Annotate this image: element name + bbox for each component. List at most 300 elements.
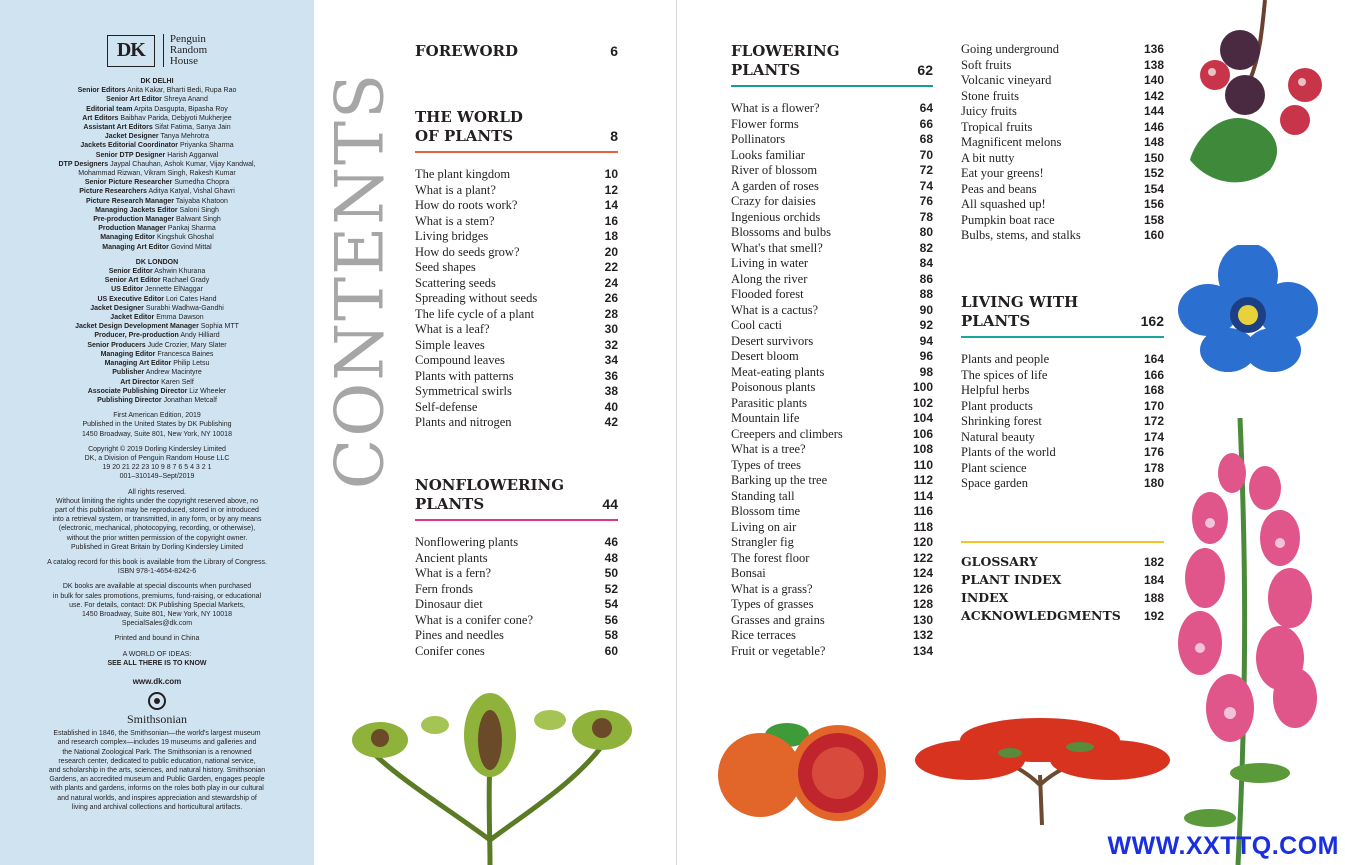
toc-entry-page: 12 <box>604 182 618 197</box>
toc-entry-title: Meat-eating plants <box>731 364 825 379</box>
toc-entry-title: Nonflowering plants <box>415 535 519 549</box>
credit-role: Senior Producers <box>87 341 146 349</box>
toc-entry[interactable] <box>731 101 933 117</box>
toc-entry[interactable] <box>961 414 1164 430</box>
toc-entry-title: What is a leaf? <box>415 322 490 336</box>
credit-line <box>0 132 314 141</box>
credit-name: Liz Wheeler <box>189 387 227 395</box>
toc-entry-title: Tropical fruits <box>961 119 1033 134</box>
toc-entry[interactable] <box>961 58 1164 74</box>
toc-entry-page: 38 <box>604 384 618 398</box>
toc-entry-page: 158 <box>1143 212 1164 227</box>
credit-role: Jacket Designer <box>104 133 159 141</box>
credit-line <box>0 350 314 359</box>
toc-entry[interactable] <box>731 179 933 195</box>
credit-line <box>0 197 314 206</box>
living-list <box>961 352 1164 492</box>
toc-entry-page: 148 <box>1143 135 1164 149</box>
toc-entry[interactable] <box>415 535 618 551</box>
catalog-line: ISBN 978-1-4654-8242-6 <box>117 568 197 576</box>
smithsonian-line: Established in 1846, the Smithsonian—the world's largest museum <box>53 730 261 738</box>
toc-entry-title: Desert survivors <box>731 333 814 348</box>
credit-name: Kingshuk Ghoshal <box>156 234 214 242</box>
toc-entry-title: Rice terraces <box>731 628 796 642</box>
toc-entry-title: GLOSSARY <box>961 554 1038 569</box>
toc-entry[interactable] <box>731 566 933 582</box>
world-of-plants-heading[interactable]: THE WORLD OF PLANTS 8 <box>415 108 618 145</box>
toc-entry[interactable] <box>731 411 933 427</box>
credit-name: Lori Cates Hand <box>165 295 217 303</box>
toc-entry-page: 72 <box>919 163 933 177</box>
toc-entry[interactable] <box>415 229 618 245</box>
toc-entry-title: Pumpkin boat race <box>961 212 1055 227</box>
credit-line <box>0 187 314 196</box>
catalog-notice <box>0 558 314 576</box>
toc-entry[interactable] <box>731 334 933 350</box>
credit-role: Art Director <box>120 378 160 386</box>
toc-entry-page: 106 <box>912 426 933 441</box>
toc-entry-title: Compound leaves <box>415 353 505 367</box>
credit-role: Publisher <box>112 369 145 377</box>
toc-entry-page: 90 <box>919 302 933 317</box>
toc-entry[interactable] <box>961 73 1164 89</box>
toc-entry-page: 34 <box>604 353 618 367</box>
toc-entry-title: Simple leaves <box>415 337 485 352</box>
page-spine <box>676 0 677 865</box>
toc-entry-title: Parasitic plants <box>731 395 808 410</box>
toc-entry-page: 180 <box>1143 476 1164 490</box>
toc-entry-title: What is a conifer cone? <box>415 612 533 627</box>
toc-entry-page: 104 <box>912 411 933 425</box>
toc-entry-page: 182 <box>1143 555 1164 569</box>
toc-entry-page: 112 <box>913 473 933 487</box>
credit-role: Art Editors <box>82 114 119 122</box>
toc-entry-title: How do roots work? <box>415 198 518 212</box>
toc-entry-title: Space garden <box>961 476 1028 490</box>
toc-entry-page: 110 <box>913 457 933 472</box>
credit-line <box>0 233 314 242</box>
smithsonian-line: with plants and gardens, informs on the roles both play in our cultural <box>50 785 264 793</box>
credit-line <box>0 86 314 95</box>
toc-entry-page: 92 <box>919 318 933 332</box>
toc-entry[interactable] <box>731 365 933 381</box>
toc-entry-page: 166 <box>1143 367 1164 382</box>
toc-entry-page: 138 <box>1143 57 1164 72</box>
living-heading[interactable]: LIVING WITH PLANTS 162 <box>961 293 1164 330</box>
toc-entry-page: 84 <box>919 256 933 270</box>
toc-entry[interactable] <box>961 89 1164 105</box>
toc-entry[interactable] <box>415 276 618 292</box>
toc-entry-page: 14 <box>604 198 618 212</box>
toc-entry-title: Soft fruits <box>961 57 1012 72</box>
credit-line <box>0 151 314 160</box>
toc-entry-title: Crazy for daisies <box>731 194 816 208</box>
credit-name: Ashwin Khurana <box>154 268 206 276</box>
toc-entry-title: Strangler fig <box>731 535 794 549</box>
toc-entry[interactable] <box>415 400 618 416</box>
credit-role: Managing Art Editor <box>104 360 172 368</box>
toc-entry-page: 70 <box>919 147 933 162</box>
toc-entry[interactable] <box>415 198 618 214</box>
toc-entry[interactable] <box>961 228 1164 244</box>
rights-line: (electronic, mechanical, photocopying, recording, or otherwise), <box>58 525 256 533</box>
toc-entry-page: 68 <box>919 132 933 146</box>
credit-line <box>0 341 314 350</box>
credit-role: Assistant Art Editors <box>83 124 153 132</box>
dk-delhi-heading: DK DELHI <box>140 78 174 85</box>
toc-entry-title: A bit nutty <box>961 150 1015 165</box>
toc-entry[interactable] <box>731 241 933 257</box>
blackberries-illustration <box>1190 0 1340 200</box>
toc-entry[interactable] <box>961 399 1164 415</box>
credit-line <box>0 295 314 304</box>
toc-entry-title: What is a cactus? <box>731 302 819 317</box>
toc-entry-title: All squashed up! <box>961 197 1046 211</box>
credit-role: Managing Editor <box>100 234 156 242</box>
credit-name: Shreya Anand <box>163 96 208 104</box>
toc-entry[interactable] <box>961 445 1164 461</box>
toc-entry[interactable] <box>415 582 618 598</box>
toc-entry[interactable] <box>961 166 1164 182</box>
credit-name: Baibhav Parida, Debjyoti Mukherjee <box>120 114 232 122</box>
toc-entry[interactable] <box>961 197 1164 213</box>
toc-entry-title: Types of trees <box>731 457 801 472</box>
toc-entry-page: 120 <box>912 535 933 549</box>
toc-entry[interactable] <box>731 458 933 474</box>
toc-entry[interactable] <box>415 260 618 276</box>
toc-entry-title: Pollinators <box>731 132 786 146</box>
toc-entry[interactable] <box>731 210 933 226</box>
toc-entry-title: Plants with patterns <box>415 368 514 383</box>
edition-notice <box>0 411 314 439</box>
credit-name: Jennette ElNaggar <box>144 286 203 294</box>
toc-entry[interactable] <box>731 396 933 412</box>
credit-name: Jude Crozier, Mary Slater <box>147 341 227 349</box>
credit-role: Producer, Pre-production <box>94 332 179 340</box>
toc-entry-page: 174 <box>1143 429 1164 444</box>
credit-name: Surabhi Wadhwa-Gandhi <box>145 304 224 312</box>
foreword-entry[interactable] <box>415 42 618 66</box>
toc-entry[interactable] <box>731 163 933 179</box>
nonflowering-heading[interactable]: NONFLOWERING PLANTS 44 <box>415 476 618 513</box>
toc-entry-title: Juicy fruits <box>961 104 1017 118</box>
credit-role: US Editor <box>111 286 143 294</box>
credit-line <box>0 331 314 340</box>
credit-role: Picture Research Manager <box>86 197 174 205</box>
toc-entry[interactable] <box>731 582 933 598</box>
toc-entry[interactable] <box>961 104 1164 120</box>
toc-entry[interactable] <box>961 182 1164 198</box>
toc-entry[interactable] <box>961 42 1164 58</box>
credit-name: Philip Letsu <box>173 360 210 368</box>
toc-entry-page: 88 <box>919 287 933 301</box>
slogan-line-2: SEE ALL THERE IS TO KNOW <box>107 659 207 667</box>
credit-line <box>0 123 314 132</box>
toc-entry[interactable] <box>415 613 618 629</box>
toc-entry-page: 26 <box>604 291 618 305</box>
toc-entry[interactable] <box>731 473 933 489</box>
toc-entry[interactable] <box>415 566 618 582</box>
toc-entry-page: 86 <box>919 271 933 286</box>
toc-entry-title: What is a plant? <box>415 182 496 197</box>
credit-role: DTP Designers <box>58 160 109 168</box>
toc-entry-title: Dinosaur diet <box>415 597 483 611</box>
credit-line <box>0 169 314 178</box>
credit-role: Senior Art Editor <box>106 96 162 104</box>
world-of-plants-page: 8 <box>610 128 618 144</box>
special-sales-line: in bulk for sales promotions, premiums, fund-raising, or educational <box>52 592 262 600</box>
toc-entry-page: 78 <box>919 209 933 224</box>
credit-line <box>0 368 314 377</box>
toc-entry-title: What is a grass? <box>731 581 813 596</box>
toc-entry-page: 128 <box>912 597 933 611</box>
toc-entry-page: 130 <box>912 612 933 627</box>
credit-name: Saloni Singh <box>179 206 219 214</box>
toc-entry-title: What's that smell? <box>731 240 823 255</box>
toc-entry[interactable] <box>961 368 1164 384</box>
toc-entry[interactable] <box>731 256 933 272</box>
toc-entry[interactable] <box>415 353 618 369</box>
toc-entry[interactable] <box>731 303 933 319</box>
credit-line <box>0 304 314 313</box>
smithsonian-notice <box>0 729 314 812</box>
toc-entry-title: Fruit or vegetable? <box>731 643 826 658</box>
toc-entry[interactable] <box>961 352 1164 368</box>
living-with-plants-section <box>961 293 1164 492</box>
toc-entry-title: Blossom time <box>731 504 801 518</box>
toc-entry-page: 46 <box>604 535 618 549</box>
toc-entry[interactable] <box>415 245 618 261</box>
toc-entry[interactable] <box>415 369 618 385</box>
back-matter-list <box>961 553 1164 625</box>
credits-panel <box>0 0 314 865</box>
credit-name: Andy Hilliard <box>180 332 220 340</box>
living-rule <box>961 336 1164 338</box>
toc-entry-title: Standing tall <box>731 488 795 503</box>
printed-notice: Printed and bound in China <box>114 635 200 643</box>
toc-entry-title: Fern fronds <box>415 581 473 596</box>
smithsonian-sun-icon <box>148 692 166 710</box>
credit-line <box>0 243 314 252</box>
credit-line <box>0 276 314 285</box>
toc-entry[interactable] <box>961 120 1164 136</box>
foxglove-illustration <box>1170 418 1340 865</box>
credit-role: Editorial team <box>86 105 133 113</box>
special-sales-line: DK books are available at special discounts when purchased <box>62 583 252 591</box>
toc-entry[interactable] <box>731 117 933 133</box>
toc-entry-page: 132 <box>912 628 933 642</box>
toc-entry[interactable] <box>731 272 933 288</box>
toc-entry-title: Cool cacti <box>731 318 783 332</box>
dk-delhi-credits <box>0 86 314 252</box>
toc-entry[interactable] <box>731 535 933 551</box>
toc-entry[interactable] <box>415 214 618 230</box>
toc-entry[interactable] <box>731 551 933 567</box>
credit-line <box>0 224 314 233</box>
toc-entry-page: 154 <box>1143 181 1164 196</box>
smithsonian-line: research center, dedicated to public education, national service, <box>58 757 256 765</box>
toc-entry[interactable] <box>961 430 1164 446</box>
toc-entry-page: 126 <box>912 581 933 596</box>
credit-name: Priyanka Sharma <box>179 142 234 150</box>
nonflowering-list <box>415 535 618 659</box>
toc-entry[interactable] <box>961 607 1164 625</box>
credit-line <box>0 215 314 224</box>
toc-entry[interactable] <box>415 384 618 400</box>
toc-entry[interactable] <box>731 318 933 334</box>
toc-entry[interactable] <box>731 442 933 458</box>
toc-entry-page: 184 <box>1143 573 1164 587</box>
toc-entry-page: 60 <box>604 643 618 658</box>
toc-entry[interactable] <box>415 183 618 199</box>
toc-entry-title: What is a flower? <box>731 101 820 115</box>
dk-london-heading: DK LONDON <box>135 258 179 266</box>
toc-entry[interactable] <box>961 461 1164 477</box>
toc-entry-title: What is a tree? <box>731 442 806 456</box>
toc-entry-title: Living on air <box>731 519 797 534</box>
toc-entry-page: 66 <box>919 116 933 131</box>
toc-entry-title: Eat your greens! <box>961 166 1044 180</box>
toc-entry-title: Plant science <box>961 460 1027 475</box>
toc-entry[interactable] <box>415 415 618 431</box>
toc-entry[interactable] <box>731 520 933 536</box>
toc-entry-page: 144 <box>1143 104 1164 118</box>
credit-name: Pankaj Sharma <box>167 225 216 233</box>
special-sales-notice <box>0 582 314 628</box>
toc-entry-title: Bonsai <box>731 566 766 580</box>
flowering-page: 62 <box>917 62 933 78</box>
slogan-line-1: A WORLD OF IDEAS: <box>122 650 192 658</box>
edition-line: 1450 Broadway, Suite 801, New York, NY 10018 <box>82 430 232 438</box>
toc-entry[interactable] <box>731 644 933 660</box>
toc-entry[interactable] <box>731 194 933 210</box>
toc-entry[interactable] <box>415 167 618 183</box>
toc-entry[interactable] <box>415 551 618 567</box>
credit-line <box>0 313 314 322</box>
toc-entry[interactable] <box>415 338 618 354</box>
toc-entry[interactable] <box>731 349 933 365</box>
toc-entry[interactable] <box>731 597 933 613</box>
special-sales-line: SpecialSales@dk.com <box>121 620 193 628</box>
toc-entry-title: Plants and people <box>961 352 1050 366</box>
toc-entry[interactable] <box>961 135 1164 151</box>
toc-entry-title: Along the river <box>731 271 808 286</box>
toc-entry[interactable] <box>415 291 618 307</box>
toc-entry[interactable] <box>961 213 1164 229</box>
credit-name: Jaypal Chauhan, Ashok Kumar, Vijay Kandwal, <box>110 160 256 168</box>
catalog-line: A catalog record for this book is available from the Library of Congress. <box>47 558 267 566</box>
toc-entry-page: 64 <box>919 101 933 115</box>
credit-role: Picture Researchers <box>79 188 147 196</box>
toc-entry[interactable] <box>961 151 1164 167</box>
website-link[interactable]: www.dk.com <box>132 676 182 686</box>
toc-entry-page: 48 <box>604 550 618 565</box>
toc-entry-page: 10 <box>604 167 618 181</box>
credit-name: Sophia MTT <box>200 323 239 331</box>
smithsonian-line: and scholarship in the arts, sciences, and natural history. Smithsonian <box>48 767 266 774</box>
toc-entry-title: The plant kingdom <box>415 167 511 181</box>
toc-entry-page: 102 <box>912 395 933 410</box>
toc-entry-page: 82 <box>919 240 933 255</box>
toc-entry-title: Spreading without seeds <box>415 291 538 305</box>
credit-line <box>0 95 314 104</box>
toc-entry-title: Volcanic vineyard <box>961 73 1052 87</box>
toc-entry-page: 178 <box>1143 460 1164 475</box>
toc-entry[interactable] <box>731 132 933 148</box>
toc-entry-page: 170 <box>1143 398 1164 413</box>
toc-entry[interactable] <box>415 307 618 323</box>
world-of-plants-list <box>415 167 618 431</box>
toc-entry[interactable] <box>415 597 618 613</box>
flowering-list <box>731 101 933 659</box>
toc-entry[interactable] <box>731 504 933 520</box>
toc-entry-title: Blossoms and bulbs <box>731 225 832 239</box>
toc-entry[interactable] <box>731 287 933 303</box>
toc-entry-page: 134 <box>912 643 933 658</box>
flowering-heading[interactable]: FLOWERING PLANTS 62 <box>731 42 933 79</box>
toc-entry-page: 152 <box>1143 166 1164 180</box>
toc-entry[interactable] <box>961 476 1164 492</box>
foreword-section <box>415 42 618 66</box>
special-sales-line: use. For details, contact: DK Publishing Special Markets, <box>69 601 245 609</box>
toc-entry[interactable] <box>731 628 933 644</box>
toc-entry[interactable] <box>731 489 933 505</box>
credit-line <box>0 114 314 123</box>
rights-line: Without limiting the rights under the copyright reserved above, no <box>56 497 258 505</box>
foreword-title: FOREWORD <box>415 42 519 60</box>
toc-entry-title: Going underground <box>961 42 1060 56</box>
toc-entry[interactable] <box>415 644 618 660</box>
credit-line <box>0 285 314 294</box>
toc-entry-title: Ingenious orchids <box>731 209 821 224</box>
toc-entry[interactable] <box>961 553 1164 571</box>
credit-name: Aditya Katyal, Vishal Ghavri <box>148 188 235 196</box>
credit-role: Publishing Director <box>97 396 162 404</box>
toc-entry[interactable] <box>731 427 933 443</box>
toc-entry-title: Plants of the world <box>961 445 1056 459</box>
toc-entry-title: What is a fern? <box>415 566 492 580</box>
credit-name: Francesca Baines <box>157 350 214 358</box>
toc-entry[interactable] <box>961 589 1164 607</box>
credit-line <box>0 322 314 331</box>
credit-name: Sifat Fatima, Sanya Jain <box>154 124 231 132</box>
credit-line <box>0 387 314 396</box>
credit-name: Anita Kakar, Bharti Bedi, Rupa Rao <box>127 87 237 95</box>
toc-entry-page: 150 <box>1143 150 1164 165</box>
toc-entry-title: Shrinking forest <box>961 414 1042 428</box>
toc-entry-title: Helpful herbs <box>961 383 1030 397</box>
toc-entry-title: Flooded forest <box>731 287 804 301</box>
toc-entry[interactable] <box>731 225 933 241</box>
credit-line <box>0 206 314 215</box>
toc-entry[interactable] <box>961 383 1164 399</box>
credit-role: Jacket Design Development Manager <box>75 323 199 331</box>
toc-entry-title: Plant products <box>961 398 1033 413</box>
toc-entry[interactable] <box>731 380 933 396</box>
toc-entry-page: 108 <box>912 442 933 456</box>
toc-entry-title: Self-defense <box>415 399 478 414</box>
toc-entry-title: Plants and nitrogen <box>415 415 512 429</box>
toc-entry[interactable] <box>961 571 1164 589</box>
toc-entry[interactable] <box>731 613 933 629</box>
rights-line: part of this publication may be reproduced, stored in or introduced <box>55 506 259 514</box>
toc-entry-title: PLANT INDEX <box>961 572 1062 587</box>
toc-entry[interactable] <box>415 322 618 338</box>
toc-entry[interactable] <box>415 628 618 644</box>
toc-entry-page: 18 <box>604 229 618 243</box>
toc-entry[interactable] <box>731 148 933 164</box>
toc-entry-title: The life cycle of a plant <box>415 306 535 321</box>
